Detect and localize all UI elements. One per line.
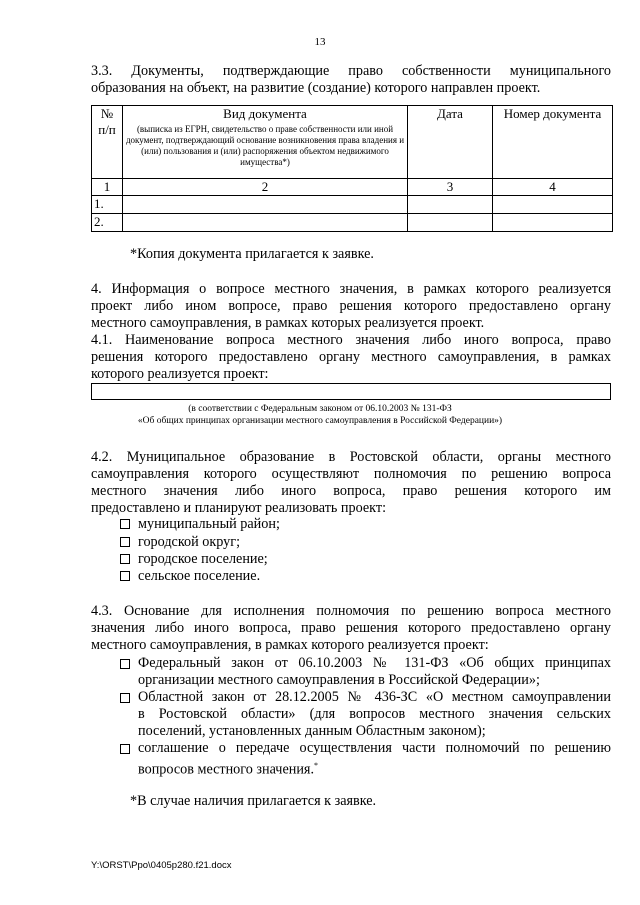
row-num: 1. xyxy=(92,196,123,214)
row-num: 2. xyxy=(92,214,123,232)
header-doc-number: Номер документа xyxy=(493,106,613,179)
checkbox-icon[interactable] xyxy=(120,571,130,581)
option-federal-law-line-2: организации местного самоуправления в Российской Федерации»; xyxy=(138,672,540,688)
row-doc-type[interactable] xyxy=(123,196,408,214)
row-date[interactable] xyxy=(408,214,493,232)
option-regional-law-line-2: в Ростовской области» (для вопросов местного значения сельских xyxy=(138,706,611,722)
row-doc-number[interactable] xyxy=(493,214,613,232)
note-attach: *В случае наличия прилагается к заявке. xyxy=(130,793,377,809)
option-regional-law-line-1: Областной закон от 28.12.2005 № 436-ЗС «О местном самоуправлении xyxy=(138,689,611,705)
index-cell: 2 xyxy=(123,179,408,196)
checkbox-icon[interactable] xyxy=(120,693,130,703)
note-copy: *Копия документа прилагается к заявке. xyxy=(130,246,374,262)
row-doc-type[interactable] xyxy=(123,214,408,232)
option-urban-district[interactable]: городской округ; xyxy=(120,534,240,551)
table-row xyxy=(92,196,613,214)
index-cell: 3 xyxy=(408,179,493,196)
footer-file-path: Y:\ORST\Ppo\0405p280.f21.docx xyxy=(91,860,232,871)
page-number: 13 xyxy=(314,36,326,48)
table-index-row xyxy=(92,179,613,196)
section-4-3-line-3: местного самоуправления, в рамках которого реализуется проект: xyxy=(91,637,489,653)
header-date: Дата xyxy=(408,106,493,179)
option-agreement-line-2: вопросов местного значения.* xyxy=(138,761,318,778)
checkbox-icon[interactable] xyxy=(120,554,130,564)
checkbox-icon[interactable] xyxy=(120,659,130,669)
header-doc-type-note: (выписка из ЕГРН, свидетельство о праве собственности или иной документ, подтверждающий основание возникновения права владения и (или) пользования и (или) распоряжения объектом недвижимого имущества*) xyxy=(125,124,405,167)
index-cell: 1 xyxy=(92,179,123,196)
option-agreement-line-1: соглашение о передаче осуществления части полномочий по решению xyxy=(138,740,611,756)
section-4-1-line-3: которого реализуется проект: xyxy=(91,366,269,382)
section-4-2-line-2: самоуправления которого осуществляют полномочия по решению вопроса xyxy=(91,466,611,482)
option-regional-law-line-3: поселений, установленных данным Областным законом); xyxy=(138,723,486,739)
option-municipal-district[interactable]: муниципальный район; xyxy=(120,516,280,533)
section-4-1-line-2: решения которого предоставлено органу местного самоуправления, в рамках xyxy=(91,349,611,365)
section-4-line-1: 4. Информация о вопросе местного значения, в рамках которого реализуется xyxy=(91,281,611,297)
local-issue-input[interactable] xyxy=(91,383,611,400)
section-4-3-line-1: 4.3. Основание для исполнения полномочия по решению вопроса местного xyxy=(91,603,611,619)
option-federal-law-line-1: Федеральный закон от 06.10.2003 № 131-ФЗ «Об общих принципах xyxy=(138,655,611,671)
option-rural-settlement[interactable]: сельское поселение. xyxy=(120,568,260,585)
section-4-line-3: местного самоуправления, в рамках которых реализуется проект. xyxy=(91,315,485,331)
header-doc-type xyxy=(123,106,408,179)
section-4-line-2: проект либо ином вопросе, право решения которого предоставлено органу xyxy=(91,298,611,314)
section-4-2-line-1: 4.2. Муниципальное образование в Ростовской области, органы местного xyxy=(91,449,611,465)
law-note-1: (в соответствии с Федеральным законом от 06.10.2003 № 131-ФЗ xyxy=(188,404,452,414)
option-urban-settlement[interactable]: городское поселение; xyxy=(120,551,268,568)
section-4-3-line-2: значения либо иного вопроса, право решения которого предоставлено органу xyxy=(91,620,611,636)
checkbox-icon[interactable] xyxy=(120,519,130,529)
footnote-mark: * xyxy=(314,761,318,770)
section-4-2-line-3: местного значения либо иного вопроса, право решения которого им xyxy=(91,483,611,499)
table-row xyxy=(92,214,613,232)
index-cell: 4 xyxy=(493,179,613,196)
row-doc-number[interactable] xyxy=(493,196,613,214)
section-4-2-line-4: предоставлено и планируют реализовать проект: xyxy=(91,500,387,516)
checkbox-icon[interactable] xyxy=(120,744,130,754)
documents-table xyxy=(91,105,613,232)
header-doc-type-title: Вид документа xyxy=(223,106,307,121)
row-date[interactable] xyxy=(408,196,493,214)
section-3-3-line-2: образования на объект, на развитие (создание) которого направлен проект. xyxy=(91,80,541,96)
table-header-row xyxy=(92,106,613,179)
checkbox-icon[interactable] xyxy=(120,537,130,547)
law-note-2: «Об общих принципах организации местного самоуправления в Российской Федерации») xyxy=(137,416,503,426)
section-4-1-line-1: 4.1. Наименование вопроса местного значения либо иного вопроса, право xyxy=(91,332,611,348)
section-3-3-line-1: 3.3. Документы, подтверждающие право собственности муниципального xyxy=(91,63,611,79)
header-num: № п/п xyxy=(92,106,123,179)
